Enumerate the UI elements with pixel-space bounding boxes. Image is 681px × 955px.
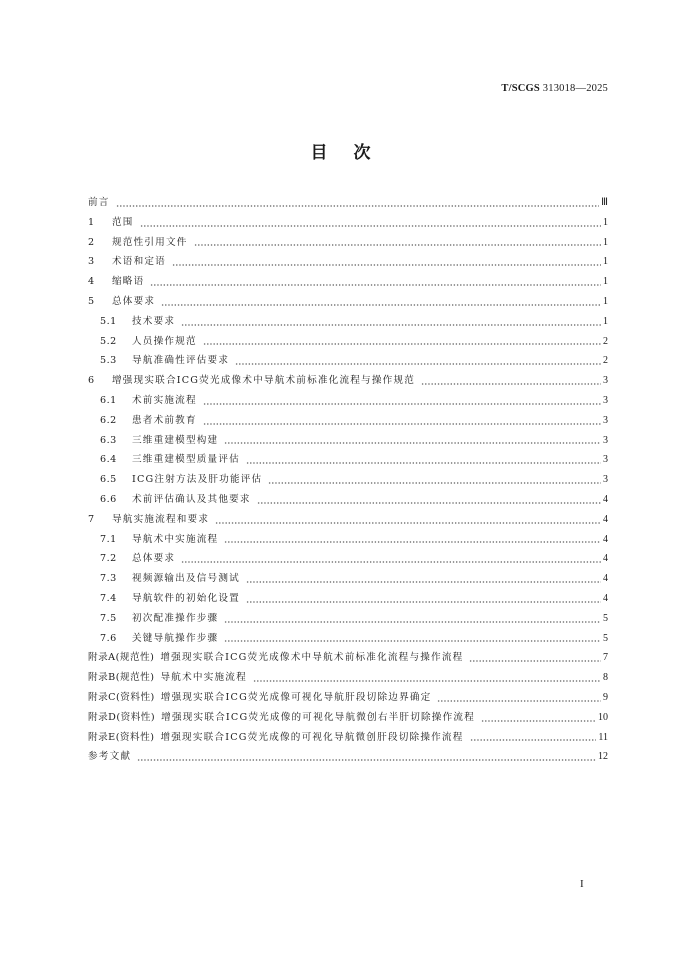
toc-dot-leader [481,720,596,722]
toc-entry-number: 5.2 [100,335,117,347]
toc-entry-page: 5 [603,632,608,644]
toc-entry[interactable] [88,569,608,589]
toc-entry-number: 6.6 [100,493,117,505]
toc-entry-number: 2 [88,236,95,248]
toc-entry-label: 规范性引用文件 [112,236,188,248]
toc-entry-page: 4 [603,513,608,525]
toc-entry-number: 6.5 [100,474,117,486]
toc-entry[interactable] [88,233,608,253]
toc-entry-number: 附录B(规范性) [88,672,155,684]
toc-entry-label: 术前评估确认及其他要求 [132,493,251,505]
toc-entry-page: 4 [603,553,608,565]
toc-dot-leader [161,304,601,306]
toc-dot-leader [203,403,601,405]
toc-entry-label: 参考文献 [88,751,132,763]
toc-entry-page: 4 [603,592,608,604]
toc-entry-label: ICG注射方法及肝功能评估 [132,474,263,486]
toc-dot-leader [421,383,601,385]
toc-entry[interactable] [88,411,608,431]
toc-entry[interactable] [88,490,608,510]
document-code [501,83,608,94]
toc-entry-number: 附录A(规范性) [88,652,155,664]
toc-entry-page: 11 [598,731,608,743]
toc-entry[interactable] [88,292,608,312]
toc-entry-page: 1 [603,256,608,268]
toc-entry-page: 1 [603,236,608,248]
toc-entry[interactable] [88,431,608,451]
toc-dot-leader [268,482,601,484]
toc-entry-label: 导航术中实施流程 [160,672,247,684]
toc-entry-page: 3 [603,474,608,486]
toc-entry-label: 增强现实联合ICG荧光成像术中导航术前标准化流程与操作规范 [112,375,416,387]
toc-entry[interactable] [88,549,608,569]
toc-dot-leader [246,462,601,464]
toc-dot-leader [437,700,601,702]
toc-entry-page: 9 [603,691,608,703]
toc-entry-page: 3 [603,375,608,387]
toc-dot-leader [257,502,601,504]
toc-entry-number: 附录C(资料性) [88,691,155,703]
toc-dot-leader [224,621,601,623]
table-of-contents [88,193,608,767]
toc-entry-number: 7 [88,513,95,525]
toc-entry-label: 视频源输出及信号测试 [132,573,240,585]
toc-entry[interactable] [88,688,608,708]
toc-dot-leader [224,541,601,543]
toc-entry-label: 增强现实联合ICG荧光成像可视化导航肝段切除边界确定 [160,691,432,703]
toc-entry[interactable] [88,470,608,490]
toc-entry-page: 1 [603,276,608,288]
toc-entry[interactable] [88,668,608,688]
toc-dot-leader [116,205,600,207]
toc-dot-leader [470,739,597,741]
toc-dot-leader [469,660,601,662]
toc-entry-label: 三维重建模型质量评估 [132,454,240,466]
document-code-number: 313018—2025 [542,83,608,94]
toc-entry-label: 术语和定语 [112,256,166,268]
toc-entry-label: 患者术前教育 [132,414,197,426]
toc-entry-number: 4 [88,276,95,288]
toc-entry-page: 3 [603,414,608,426]
toc-entry[interactable] [88,589,608,609]
toc-entry-label: 导航准确性评估要求 [132,355,230,367]
toc-dot-leader [246,581,601,583]
toc-entry[interactable] [88,193,608,213]
toc-entry-number: 5.1 [100,315,117,327]
toc-entry-label: 总体要求 [132,553,176,565]
toc-entry[interactable] [88,629,608,649]
toc-entry-page: 1 [603,315,608,327]
toc-entry-label: 增强现实联合ICG荧光成像的可视化导航微创肝段切除操作流程 [160,731,464,743]
toc-entry-label: 技术要求 [132,315,176,327]
toc-entry[interactable] [88,510,608,530]
toc-entry-number: 附录D(资料性) [88,711,156,723]
toc-entry-page: 8 [603,672,608,684]
toc-entry[interactable] [88,728,608,748]
toc-entry-label: 范围 [112,216,134,228]
toc-entry-page: Ⅲ [601,197,608,208]
toc-entry-page: 5 [603,612,608,624]
toc-entry-page: 4 [603,573,608,585]
toc-entry[interactable] [88,272,608,292]
toc-entry[interactable] [88,609,608,629]
toc-dot-leader [140,225,601,227]
toc-dot-leader [253,680,601,682]
toc-entry[interactable] [88,213,608,233]
toc-entry-page: 3 [603,394,608,406]
toc-entry-page: 3 [603,454,608,466]
toc-dot-leader [246,601,601,603]
toc-entry-number: 7.1 [100,533,117,545]
toc-entry-number: 6.4 [100,454,117,466]
toc-entry-label: 导航术中实施流程 [132,533,219,545]
toc-entry-page: 1 [603,295,608,307]
toc-entry[interactable] [88,332,608,352]
toc-entry-number: 5.3 [100,355,117,367]
toc-entry-number: 7.5 [100,612,117,624]
toc-entry-label: 关键导航操作步骤 [132,632,219,644]
toc-entry-number: 7.3 [100,573,117,585]
toc-entry-number: 附录E(资料性) [88,731,155,743]
toc-entry-number: 6.3 [100,434,117,446]
toc-entry-label: 增强现实联合ICG荧光成像的可视化导航微创右半肝切除操作流程 [161,711,475,723]
toc-entry-number: 1 [88,216,95,228]
toc-entry[interactable] [88,371,608,391]
toc-entry[interactable] [88,708,608,728]
toc-dot-leader [172,264,601,266]
toc-entry-number: 7.4 [100,592,117,604]
toc-entry-label: 导航软件的初始化设置 [132,592,240,604]
toc-entry-page: 7 [603,652,608,664]
toc-dot-leader [235,363,601,365]
toc-dot-leader [203,423,601,425]
toc-entry[interactable] [88,450,608,470]
toc-entry-label: 人员操作规范 [132,335,197,347]
page-number: I [580,878,584,890]
toc-entry-number: 5 [88,295,95,307]
toc-entry[interactable] [88,312,608,332]
toc-entry[interactable] [88,252,608,272]
toc-entry-label: 总体要求 [112,295,156,307]
toc-dot-leader [181,324,601,326]
toc-entry-label: 前言 [88,197,110,208]
toc-entry-number: 7.6 [100,632,117,644]
toc-entry-page: 2 [603,355,608,367]
toc-entry-page: 4 [603,493,608,505]
toc-dot-leader [194,244,601,246]
toc-entry-label: 三维重建模型构建 [132,434,219,446]
toc-dot-leader [224,442,601,444]
toc-entry-label: 导航实施流程和要求 [112,513,210,525]
toc-entry-number: 6.2 [100,414,117,426]
toc-dot-leader [150,284,601,286]
toc-entry-label: 增强现实联合ICG荧光成像术中导航术前标准化流程与操作流程 [160,652,464,664]
toc-entry-page: 1 [603,216,608,228]
toc-entry-label: 初次配准操作步骤 [132,612,219,624]
toc-entry-label: 术前实施流程 [132,394,197,406]
toc-entry-page: 12 [598,751,608,763]
toc-entry-page: 4 [603,533,608,545]
toc-entry-number: 6.1 [100,394,117,406]
toc-dot-leader [203,343,601,345]
toc-dot-leader [181,561,601,563]
toc-entry[interactable] [88,747,608,767]
toc-entry[interactable] [88,530,608,550]
toc-dot-leader [137,759,596,761]
document-code-prefix: T/SCGS [501,83,540,94]
toc-dot-leader [224,640,601,642]
toc-entry-page: 10 [598,711,608,723]
toc-entry-number: 6 [88,375,95,387]
toc-dot-leader [215,522,601,524]
toc-entry[interactable] [88,391,608,411]
toc-entry-page: 2 [603,335,608,347]
toc-entry[interactable] [88,648,608,668]
toc-entry[interactable] [88,351,608,371]
toc-entry-label: 缩略语 [112,276,145,288]
toc-title: 目次 [310,143,397,163]
toc-entry-number: 3 [88,256,95,268]
toc-entry-number: 7.2 [100,553,117,565]
toc-entry-page: 3 [603,434,608,446]
